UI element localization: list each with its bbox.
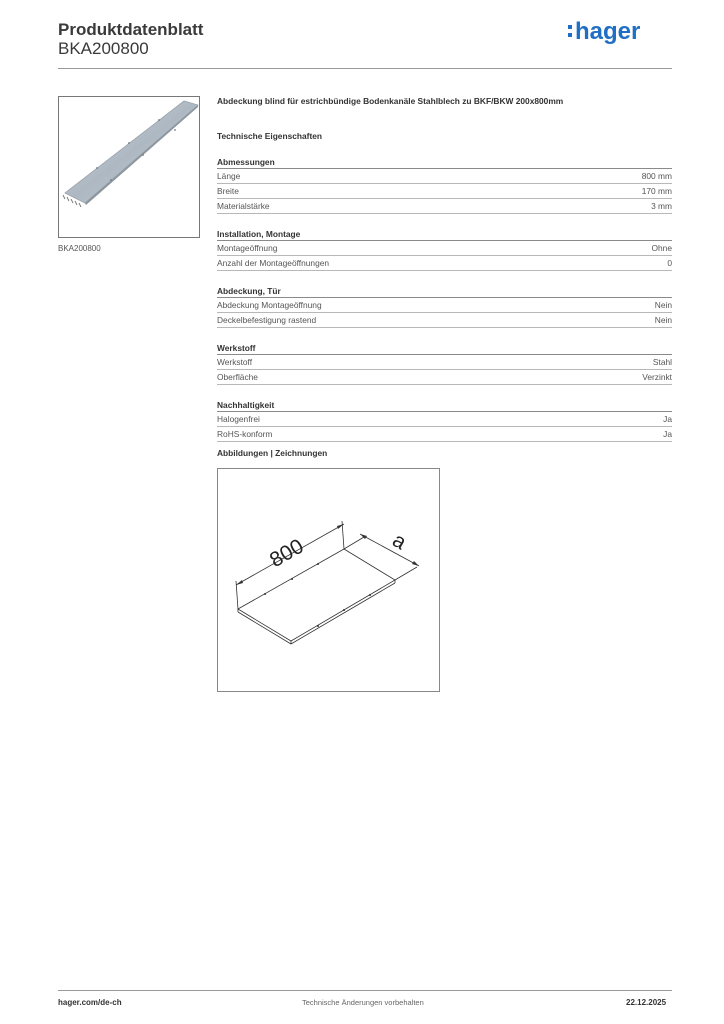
hager-logo bbox=[566, 16, 656, 46]
technical-data bbox=[217, 95, 672, 442]
spec-label: Halogenfrei bbox=[217, 414, 260, 424]
spec-label: Länge bbox=[217, 171, 241, 181]
spec-label: Deckelbefestigung rastend bbox=[217, 315, 317, 325]
spec-label: Abdeckung Montageöffnung bbox=[217, 300, 322, 310]
section-title: Nachhaltigkeit bbox=[217, 399, 672, 412]
section-installation bbox=[217, 228, 672, 271]
spec-value: 170 mm bbox=[641, 186, 672, 196]
section-material bbox=[217, 342, 672, 385]
header-divider bbox=[58, 68, 672, 69]
spec-value: Ja bbox=[663, 429, 672, 439]
spec-row bbox=[217, 370, 672, 385]
spec-row bbox=[217, 241, 672, 256]
section-cover bbox=[217, 285, 672, 328]
footer-divider bbox=[58, 990, 672, 991]
technical-properties-heading: Technische Eigenschaften bbox=[217, 131, 323, 141]
spec-label: Oberfläche bbox=[217, 372, 258, 382]
spec-row bbox=[217, 298, 672, 313]
spec-row bbox=[217, 256, 672, 271]
footer-website[interactable]: hager.com/de-ch bbox=[58, 998, 122, 1007]
section-sustainability bbox=[217, 399, 672, 442]
spec-label: Materialstärke bbox=[217, 201, 270, 211]
product-image bbox=[58, 96, 200, 238]
spec-label: Anzahl der Montageöffnungen bbox=[217, 258, 330, 268]
section-dimensions bbox=[217, 156, 672, 214]
length-label: 800 bbox=[265, 534, 308, 573]
spec-label: Werkstoff bbox=[217, 357, 253, 367]
spec-value: 800 mm bbox=[641, 171, 672, 181]
section-title: Abmessungen bbox=[217, 156, 672, 169]
spec-row bbox=[217, 199, 672, 214]
product-caption: BKA200800 bbox=[58, 244, 101, 253]
footer-date: 22.12.2025 bbox=[626, 998, 667, 1007]
article-number: BKA200800 bbox=[58, 39, 149, 58]
spec-value: 0 bbox=[667, 258, 672, 268]
product-description: Abdeckung blind für estrichbündige Bodenkanäle Stahlblech zu BKF/BKW 200x800mm bbox=[217, 96, 564, 106]
width-label: a bbox=[388, 528, 411, 555]
spec-row bbox=[217, 313, 672, 328]
spec-value: Stahl bbox=[652, 357, 672, 367]
logo-text: hager bbox=[575, 18, 641, 45]
spec-row bbox=[217, 184, 672, 199]
spec-row bbox=[217, 427, 672, 442]
footer-note: Technische Änderungen vorbehalten bbox=[302, 998, 424, 1007]
spec-label: RoHS-konform bbox=[217, 429, 273, 439]
spec-value: Ohne bbox=[651, 243, 672, 253]
spec-label: Breite bbox=[217, 186, 239, 196]
spec-value: 3 mm bbox=[651, 201, 672, 211]
spec-row bbox=[217, 412, 672, 427]
spec-label: Montageöffnung bbox=[217, 243, 278, 253]
spec-row bbox=[217, 355, 672, 370]
spec-value: Verzinkt bbox=[642, 372, 672, 382]
page-title: Produktdatenblatt bbox=[58, 20, 204, 39]
spec-value: Ja bbox=[663, 414, 672, 424]
spec-value: Nein bbox=[654, 315, 672, 325]
technical-drawing bbox=[217, 468, 440, 692]
section-title: Installation, Montage bbox=[217, 228, 672, 241]
drawings-heading: Abbildungen | Zeichnungen bbox=[217, 448, 328, 458]
section-title: Abdeckung, Tür bbox=[217, 285, 672, 298]
spec-row bbox=[217, 169, 672, 184]
section-title: Werkstoff bbox=[217, 342, 672, 355]
dimension-drawing bbox=[218, 469, 439, 691]
product-photo bbox=[59, 97, 199, 237]
spec-value: Nein bbox=[654, 300, 672, 310]
